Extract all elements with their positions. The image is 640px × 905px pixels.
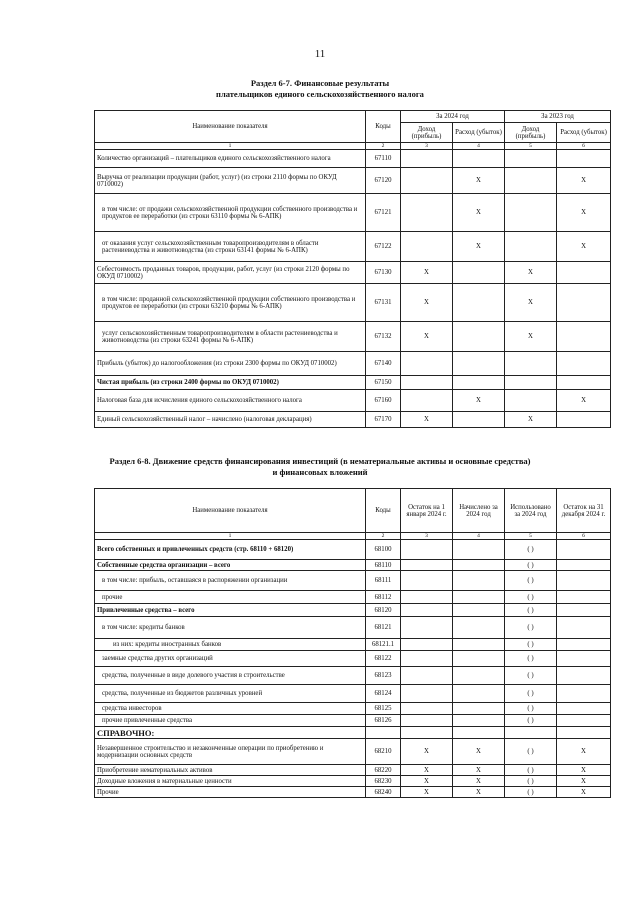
financial-results-table [94, 110, 611, 428]
table-row [95, 262, 611, 284]
row-value [557, 150, 611, 168]
header-year-2023: За 2023 год [505, 111, 611, 123]
table-row [95, 685, 611, 703]
row-value [453, 715, 505, 727]
row-value: X [557, 168, 611, 194]
row-name: Незавершенное строительство и незаконченные операции по приобретению и модернизации основных средств [95, 739, 366, 765]
index-cell: 1 [95, 533, 366, 540]
header-accrued: Начислено за 2024 год [453, 489, 505, 533]
row-name: Привлеченные средства – всего [95, 604, 366, 617]
row-value [401, 651, 453, 667]
table-row [95, 787, 611, 798]
row-name: в том числе: кредиты банков [95, 617, 366, 639]
row-value: ( ) [505, 617, 557, 639]
row-value: ( ) [505, 715, 557, 727]
row-value [505, 390, 557, 412]
header-expense-2023: Расход (убыток) [557, 123, 611, 143]
row-code: 68230 [366, 776, 401, 787]
row-value: ( ) [505, 703, 557, 715]
row-value [557, 571, 611, 591]
row-value [557, 376, 611, 390]
row-value: X [401, 765, 453, 776]
row-name: прочие привлеченные средства [95, 715, 366, 727]
row-value: X [453, 168, 505, 194]
row-name: Выручка от реализации продукции (работ, услуг) (из строки 2110 формы по ОКУД 0710002) [95, 168, 366, 194]
row-code: 67150 [366, 376, 401, 390]
row-value: X [453, 390, 505, 412]
row-value: X [505, 322, 557, 352]
header-codes: Коды [366, 489, 401, 533]
row-value [453, 412, 505, 428]
investment-funding-table [94, 488, 611, 798]
header-indicator-name: Наименование показателя [95, 111, 366, 143]
row-value [557, 412, 611, 428]
row-code: 67160 [366, 390, 401, 412]
row-code: 68123 [366, 667, 401, 685]
header-used: Использовано за 2024 год [505, 489, 557, 533]
row-name: Чистая прибыль (из строки 2400 формы по ОКУД 0710002) [95, 376, 366, 390]
row-code: 68240 [366, 787, 401, 798]
row-value [557, 703, 611, 715]
row-name: в том числе: проданной сельскохозяйственной продукции собственного производства и продуктов ее переработки (из строки 63210 формы № 6-АПК) [95, 284, 366, 322]
header-income-2023: Доход (прибыль) [505, 123, 557, 143]
row-value: X [401, 322, 453, 352]
row-value: X [557, 232, 611, 262]
row-value [401, 571, 453, 591]
row-value: X [505, 284, 557, 322]
row-value: X [453, 787, 505, 798]
row-code: 67140 [366, 352, 401, 376]
index-cell: 3 [401, 533, 453, 540]
header-balance-end: Остаток на 31 декабря 2024 г. [557, 489, 611, 533]
row-value [401, 352, 453, 376]
table-row [95, 639, 611, 651]
table-row [95, 168, 611, 194]
row-value: X [401, 739, 453, 765]
row-value [401, 194, 453, 232]
row-value: ( ) [505, 639, 557, 651]
row-code: 68100 [366, 540, 401, 560]
row-value [401, 390, 453, 412]
row-value: ( ) [505, 651, 557, 667]
table-row [95, 739, 611, 765]
row-code: 67121 [366, 194, 401, 232]
reference-header-row [95, 727, 611, 739]
table-row [95, 322, 611, 352]
row-value: ( ) [505, 540, 557, 560]
row-value [557, 560, 611, 571]
row-value: X [453, 776, 505, 787]
row-name: Единый сельскохозяйственный налог – начислено (налоговая декларация) [95, 412, 366, 428]
row-value: X [401, 262, 453, 284]
row-value [505, 352, 557, 376]
row-name: Собственные средства организации – всего [95, 560, 366, 571]
section-6-8-title [0, 456, 640, 478]
row-value: X [557, 194, 611, 232]
index-cell: 1 [95, 143, 366, 150]
section-6-7-title-line2: плательщиков единого сельскохозяйственного налога [216, 89, 424, 99]
reference-label: СПРАВОЧНО: [95, 727, 366, 739]
row-value [557, 617, 611, 639]
row-value: X [453, 765, 505, 776]
row-code: 68122 [366, 651, 401, 667]
row-value: X [401, 284, 453, 322]
row-name: в том числе: прибыль, оставшаяся в распоряжении организации [95, 571, 366, 591]
row-value: X [505, 412, 557, 428]
index-cell: 6 [557, 143, 611, 150]
row-value [505, 150, 557, 168]
row-value [401, 150, 453, 168]
row-value: X [557, 776, 611, 787]
row-value [453, 667, 505, 685]
row-value [401, 703, 453, 715]
index-cell: 5 [505, 143, 557, 150]
row-value [401, 617, 453, 639]
row-value [401, 667, 453, 685]
row-value [401, 168, 453, 194]
row-value [557, 604, 611, 617]
row-name: от оказания услуг сельскохозяйственным товаропроизводителям в области растениеводства и животноводства (из строки 63141 формы № 6-АПК) [95, 232, 366, 262]
table-row [95, 667, 611, 685]
row-value [453, 604, 505, 617]
index-cell: 4 [453, 143, 505, 150]
row-value [557, 685, 611, 703]
row-value [401, 639, 453, 651]
index-cell: 3 [401, 143, 453, 150]
row-code: 68220 [366, 765, 401, 776]
row-name: средства инвесторов [95, 703, 366, 715]
row-value [453, 540, 505, 560]
row-code: 67132 [366, 322, 401, 352]
table-row [95, 560, 611, 571]
table-row [95, 150, 611, 168]
table-row [95, 232, 611, 262]
row-value [453, 703, 505, 715]
row-value [453, 651, 505, 667]
row-value [453, 560, 505, 571]
row-value [557, 284, 611, 322]
row-value [505, 194, 557, 232]
row-name: Всего собственных и привлеченных средств (стр. 68110 + 68120) [95, 540, 366, 560]
row-code: 68210 [366, 739, 401, 765]
row-value [453, 150, 505, 168]
row-value [557, 322, 611, 352]
row-value: X [557, 787, 611, 798]
index-cell: 2 [366, 143, 401, 150]
row-value [401, 540, 453, 560]
row-value [505, 376, 557, 390]
row-value: ( ) [505, 591, 557, 604]
row-name: Прочие [95, 787, 366, 798]
row-value [401, 232, 453, 262]
row-code: 67122 [366, 232, 401, 262]
row-code: 68125 [366, 703, 401, 715]
row-name: Доходные вложения в материальные ценности [95, 776, 366, 787]
row-value: X [557, 739, 611, 765]
row-value: X [557, 390, 611, 412]
row-value [453, 639, 505, 651]
table-row [95, 776, 611, 787]
row-value: ( ) [505, 787, 557, 798]
table-row [95, 194, 611, 232]
row-name: Прибыль (убыток) до налогообложения (из строки 2300 формы по ОКУД 0710002) [95, 352, 366, 376]
row-value: ( ) [505, 571, 557, 591]
row-code: 67120 [366, 168, 401, 194]
section-6-7-title-line1: Раздел 6-7. Финансовые результаты [250, 78, 390, 88]
row-value: X [505, 262, 557, 284]
table-row [95, 376, 611, 390]
row-value [453, 322, 505, 352]
row-value [557, 715, 611, 727]
row-code: 67131 [366, 284, 401, 322]
row-value [505, 232, 557, 262]
row-name: Налоговая база для исчисления единого сельскохозяйственного налога [95, 390, 366, 412]
row-value: ( ) [505, 604, 557, 617]
row-name: услуг сельскохозяйственным товаропроизводителям в области растениеводства и животноводства (из строки 63241 формы № 6-АПК) [95, 322, 366, 352]
row-code: 67110 [366, 150, 401, 168]
row-value: X [453, 739, 505, 765]
row-code: 68111 [366, 571, 401, 591]
row-code: 68121.1 [366, 639, 401, 651]
column-index-row [95, 143, 611, 150]
row-code: 67130 [366, 262, 401, 284]
row-value [505, 168, 557, 194]
header-balance-start: Остаток на 1 января 2024 г. [401, 489, 453, 533]
row-value: ( ) [505, 739, 557, 765]
row-name: средства, полученные в виде долевого участия в строительстве [95, 667, 366, 685]
row-value: ( ) [505, 776, 557, 787]
table-row [95, 412, 611, 428]
row-value: X [401, 412, 453, 428]
row-value [453, 571, 505, 591]
row-value [453, 352, 505, 376]
row-value [557, 540, 611, 560]
row-name: в том числе: от продажи сельскохозяйственной продукции собственного производства и продуктов ее переработки (из строки 63110 формы № 6-АПК) [95, 194, 366, 232]
row-value [401, 685, 453, 703]
table-row [95, 703, 611, 715]
page-number: 11 [314, 48, 326, 60]
row-value [401, 591, 453, 604]
table-row [95, 604, 611, 617]
row-value [401, 560, 453, 571]
index-cell: 4 [453, 533, 505, 540]
index-cell: 6 [557, 533, 611, 540]
row-value: X [401, 776, 453, 787]
row-value: X [453, 194, 505, 232]
row-value [453, 262, 505, 284]
row-value: ( ) [505, 685, 557, 703]
table-row [95, 352, 611, 376]
row-value: X [401, 787, 453, 798]
row-value [557, 262, 611, 284]
row-code: 68126 [366, 715, 401, 727]
row-value [557, 639, 611, 651]
row-code: 68124 [366, 685, 401, 703]
row-value: ( ) [505, 560, 557, 571]
header-expense-2024: Расход (убыток) [453, 123, 505, 143]
header-income-2024: Доход (прибыль) [401, 123, 453, 143]
column-index-row [95, 533, 611, 540]
row-value [401, 715, 453, 727]
row-value [557, 651, 611, 667]
row-name: Приобретение нематериальных активов [95, 765, 366, 776]
row-code: 68121 [366, 617, 401, 639]
table-row [95, 571, 611, 591]
row-value: X [557, 765, 611, 776]
row-value [401, 604, 453, 617]
row-value [557, 591, 611, 604]
table-row [95, 617, 611, 639]
table-row [95, 390, 611, 412]
row-value [453, 617, 505, 639]
row-name: из них: кредиты иностранных банков [95, 639, 366, 651]
row-code: 68110 [366, 560, 401, 571]
row-value [453, 376, 505, 390]
table-row [95, 765, 611, 776]
row-value [453, 591, 505, 604]
header-year-2024: За 2024 год [401, 111, 505, 123]
row-value [401, 376, 453, 390]
section-6-8-title-line1: Раздел 6-8. Движение средств финансирования инвестиций (в нематериальные активы и основные средства) [109, 456, 531, 466]
row-name: Количество организаций – плательщиков единого сельскохозяйственного налога [95, 150, 366, 168]
row-value: ( ) [505, 765, 557, 776]
row-name: Себестоимость проданных товаров, продукции, работ, услуг (из строки 2120 формы по ОКУД 0710002) [95, 262, 366, 284]
row-value [453, 685, 505, 703]
row-value: X [453, 232, 505, 262]
row-value [453, 284, 505, 322]
index-cell: 2 [366, 533, 401, 540]
row-value [557, 352, 611, 376]
row-name: заемные средства других организаций [95, 651, 366, 667]
row-name: средства, полученные из бюджетов различных уровней [95, 685, 366, 703]
section-6-8-title-line2: и финансовых вложений [272, 467, 368, 477]
header-indicator-name: Наименование показателя [95, 489, 366, 533]
row-value [557, 667, 611, 685]
table-row [95, 651, 611, 667]
row-name: прочие [95, 591, 366, 604]
row-code: 67170 [366, 412, 401, 428]
table-row [95, 540, 611, 560]
table-row [95, 284, 611, 322]
table-row [95, 715, 611, 727]
table-row [95, 591, 611, 604]
section-6-7-title [0, 78, 640, 100]
index-cell: 5 [505, 533, 557, 540]
header-codes: Коды [366, 111, 401, 143]
row-code: 68120 [366, 604, 401, 617]
row-code: 68112 [366, 591, 401, 604]
row-value: ( ) [505, 667, 557, 685]
